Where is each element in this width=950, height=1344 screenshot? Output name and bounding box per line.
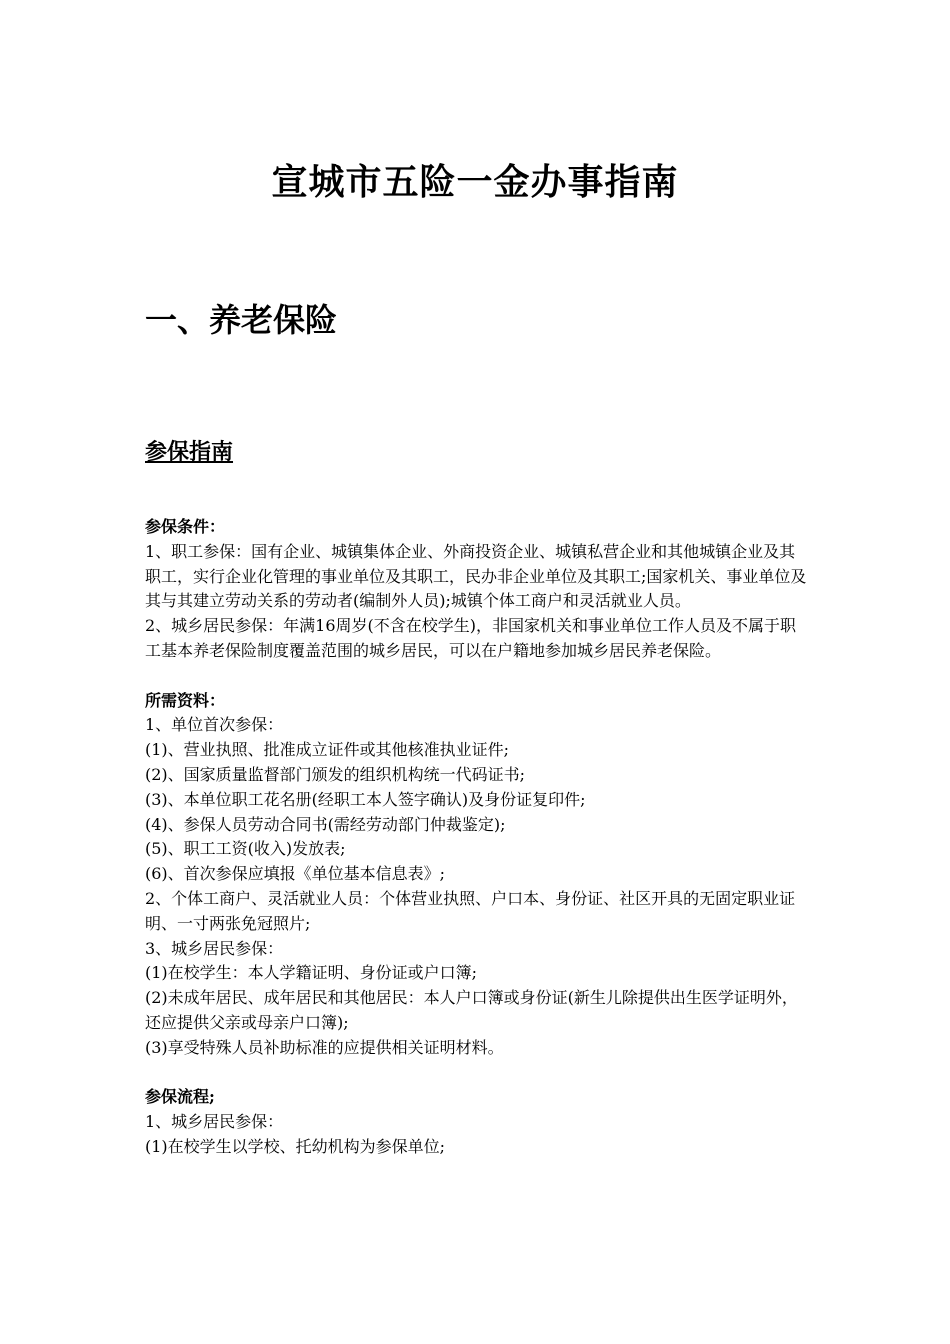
block-label-materials: 所需资料：: [145, 690, 226, 710]
paragraph: 2、城乡居民参保：年满16周岁(不含在校学生)，非国家机关和事业单位工作人员及不属于职工基本养老保险制度覆盖范围的城乡居民，可以在户籍地参加城乡居民养老保险。: [145, 616, 797, 660]
list-item: (1)、营业执照、批准成立证件或其他核准执业证件;: [145, 740, 510, 760]
list-item: (6)、首次参保应填报《单位基本信息表》;: [145, 864, 446, 884]
list-item: 3、城乡居民参保：: [145, 938, 284, 958]
list-item: (2)、国家质量监督部门颁发的组织机构统一代码证书;: [145, 764, 526, 784]
section-heading: 一、养老保险: [145, 301, 338, 339]
block-label-process: 参保流程;: [145, 1087, 215, 1107]
list-item: (1)在校学生：本人学籍证明、身份证或户口簿;: [145, 963, 478, 983]
list-item: (1)在校学生以学校、托幼机构为参保单位;: [145, 1136, 446, 1156]
list-item: (4)、参保人员劳动合同书(需经劳动部门仲裁鉴定);: [145, 814, 506, 834]
list-item: (2)未成年居民、成年居民和其他居民：本人户口簿或身份证(新生儿除提供出生医学证明外，还应提供父亲或母亲户口簿);: [145, 988, 798, 1032]
list-item: 2、个体工商户、灵活就业人员：个体营业执照、户口本、身份证、社区开具的无固定职业证明、一寸两张免冠照片;: [145, 888, 796, 933]
document-body: [145, 515, 810, 1160]
document-title: 宣城市五险一金办事指南: [271, 161, 679, 203]
block-label-conditions: 参保条件：: [145, 517, 226, 536]
list-item: 1、城乡居民参保：: [145, 1112, 284, 1132]
subsection-heading: 参保指南: [145, 439, 234, 465]
list-item: 1、单位首次参保：: [145, 715, 284, 735]
list-item: (3)、本单位职工花名册(经职工本人签字确认)及身份证复印件;: [145, 789, 586, 809]
list-item: (3)享受特殊人员补助标准的应提供相关证明材料。: [145, 1037, 504, 1057]
paragraph: 1、职工参保：国有企业、城镇集体企业、外商投资企业、城镇私营企业和其他城镇企业及其职工，实行企业化管理的事业单位及其职工，民办非企业单位及其职工;国家机关、事业单位及其与其建立劳动关系的劳动者(编制外人员);城镇个体工商户和灵活就业人员。: [145, 541, 807, 611]
list-item: (5)、职工工资(收入)发放表;: [145, 839, 346, 859]
